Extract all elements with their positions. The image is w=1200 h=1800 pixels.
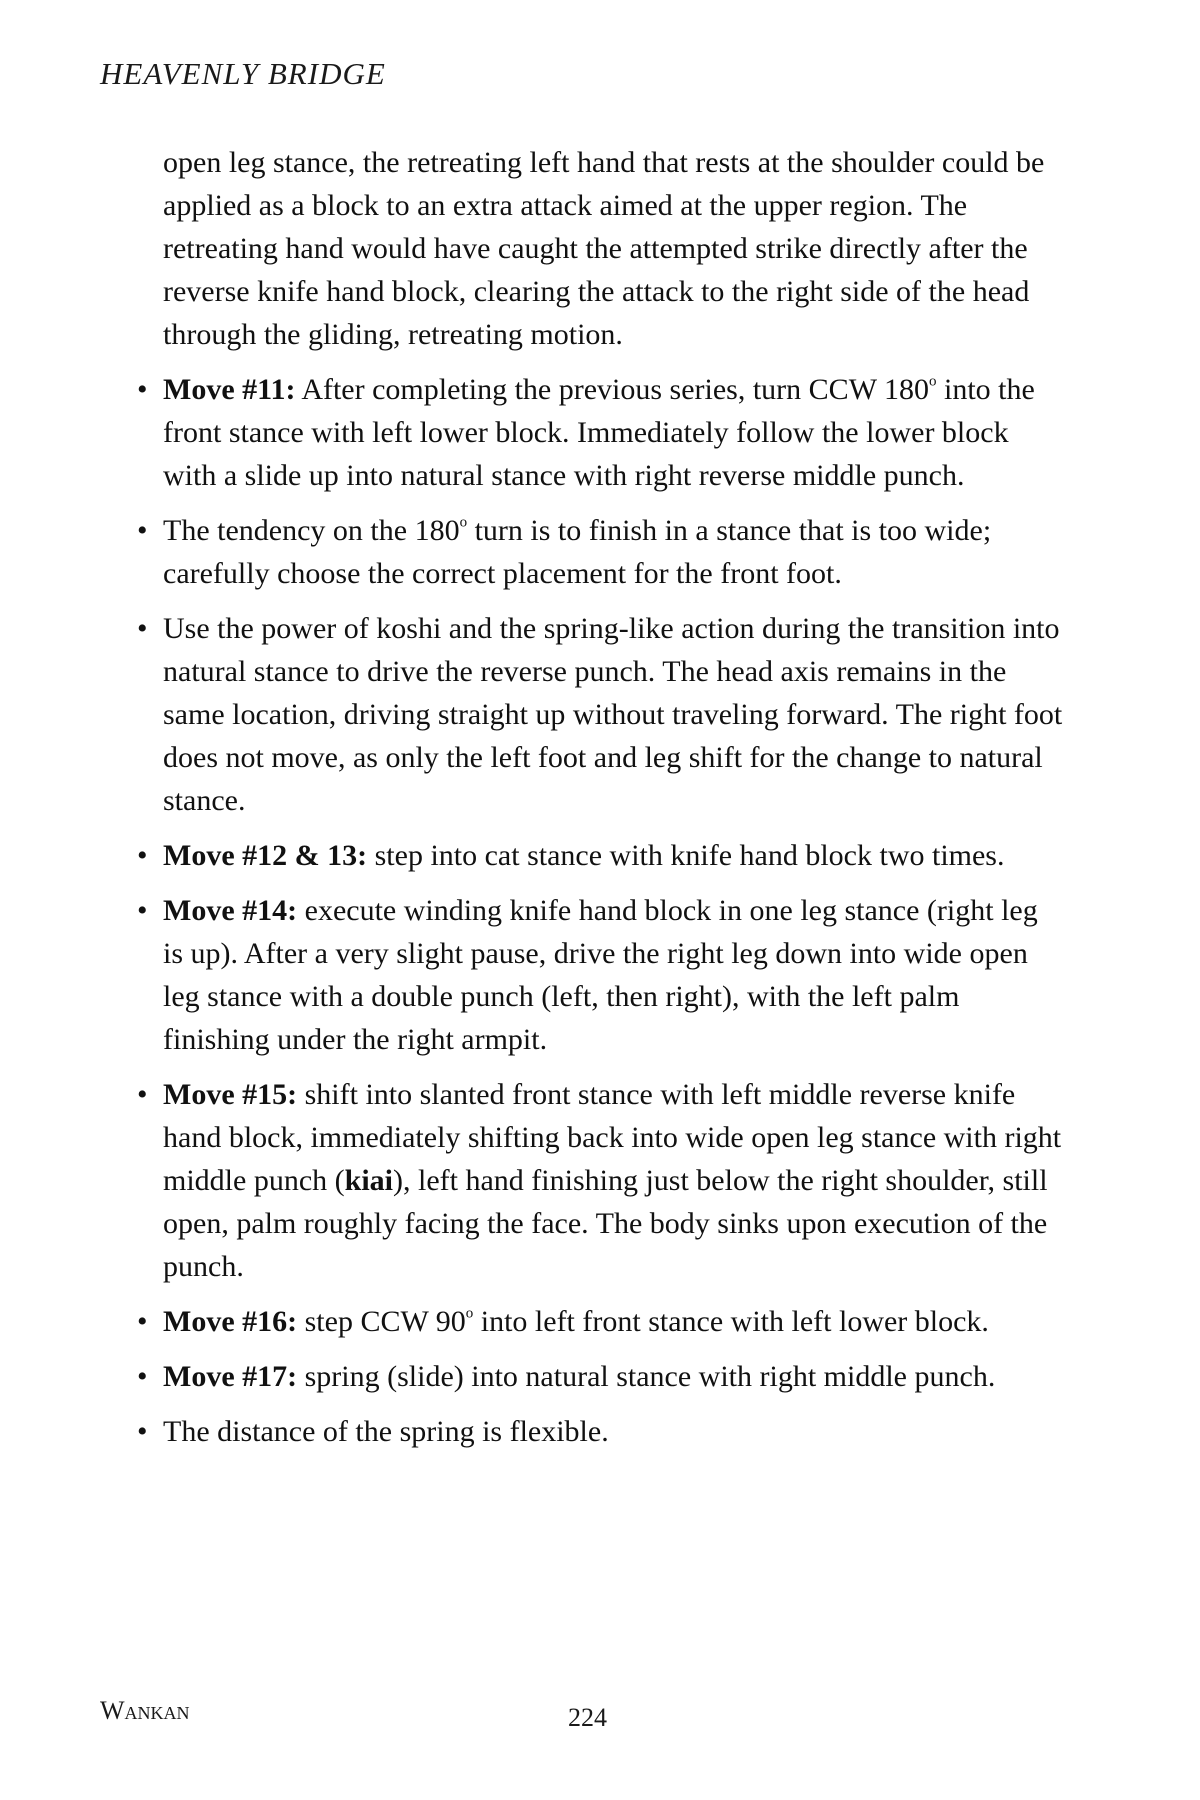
bullet-icon: • — [137, 1360, 148, 1393]
kiai-term: kiai — [344, 1164, 393, 1197]
move-text: into the front stance with left lower block. Immediately follow the lower block with a slide up into natural stance with right reverse middle punch. — [163, 373, 1035, 492]
bullet-icon: • — [137, 514, 148, 547]
move-label: Move #12 & 13: — [163, 839, 368, 872]
tip-text: The distance of the spring is flexible. — [163, 1415, 609, 1448]
list-item-move-12-13 — [137, 834, 1063, 877]
running-head-title: HEAVENLY BRIDGE — [100, 56, 386, 91]
move-text: shift into slanted front stance with left middle reverse knife hand block, immediately shifting back into wide open leg stance with right middle punch ( — [163, 1078, 1062, 1197]
list-item-move-15 — [137, 1073, 1063, 1288]
degree-mark: o — [465, 1305, 474, 1322]
body-text — [137, 141, 1063, 1465]
move-text: execute winding knife hand block in one leg stance (right leg is up). After a very slight pause, drive the right leg down into wide open leg stance with a double punch (left, then right), with the left palm finishing under the right armpit. — [163, 894, 1038, 1056]
bullet-icon: • — [137, 1078, 148, 1111]
move-text: step into cat stance with knife hand block two times. — [367, 839, 1005, 872]
bullet-icon: • — [137, 1305, 148, 1338]
move-label: Move #17: — [163, 1360, 298, 1393]
list-item-turn-tip — [137, 509, 1063, 595]
move-text: step CCW 90 — [297, 1305, 466, 1338]
list-item-spring-tip — [137, 1410, 1063, 1453]
page-number: 224 — [568, 1703, 607, 1732]
move-label: Move #15: — [163, 1078, 298, 1111]
move-label: Move #11: — [163, 373, 296, 406]
intro-paragraph: open leg stance, the retreating left hand that rests at the shoulder could be applied as a block to an extra attack aimed at the upper region. The retreating hand would have caught the attempted strike directly after the reverse knife hand block, clearing the attack to the right side of the head through the gliding, retreating motion. — [163, 146, 1045, 351]
list-item-koshi-tip — [137, 607, 1063, 822]
move-text: spring (slide) into natural stance with right middle punch. — [297, 1360, 996, 1393]
move-text: After completing the previous series, turn CCW 180 — [295, 373, 929, 406]
degree-mark: o — [459, 514, 468, 531]
tip-text: Use the power of koshi and the spring-like action during the transition into natural stance to drive the reverse punch. The head axis remains in the same location, driving straight up without traveling forward. The right foot does not move, as only the left foot and leg shift for the change to natural stance. — [163, 612, 1063, 817]
bullet-icon: • — [137, 612, 148, 645]
list-item-move-17 — [137, 1355, 1063, 1398]
move-list — [137, 368, 1063, 1453]
move-label: Move #16: — [163, 1305, 298, 1338]
bullet-icon: • — [137, 894, 148, 927]
tip-text: The tendency on the 180 — [163, 514, 460, 547]
footer-publisher: Wankan — [100, 1696, 190, 1725]
tip-text: turn is to finish in a stance that is too wide; carefully choose the correct placement for the front foot. — [163, 514, 992, 590]
move-text: ), left hand finishing just below the right shoulder, still open, palm roughly facing the face. The body sinks upon execution of the punch. — [163, 1164, 1048, 1283]
list-item-move-11 — [137, 368, 1063, 497]
bullet-icon: • — [137, 839, 148, 872]
bullet-icon: • — [137, 1415, 148, 1448]
list-item-move-16 — [137, 1300, 1063, 1343]
bullet-icon: • — [137, 373, 148, 406]
move-label: Move #14: — [163, 894, 298, 927]
degree-mark: o — [928, 373, 937, 390]
list-item-move-14 — [137, 889, 1063, 1061]
move-text: into left front stance with left lower block. — [473, 1305, 989, 1338]
